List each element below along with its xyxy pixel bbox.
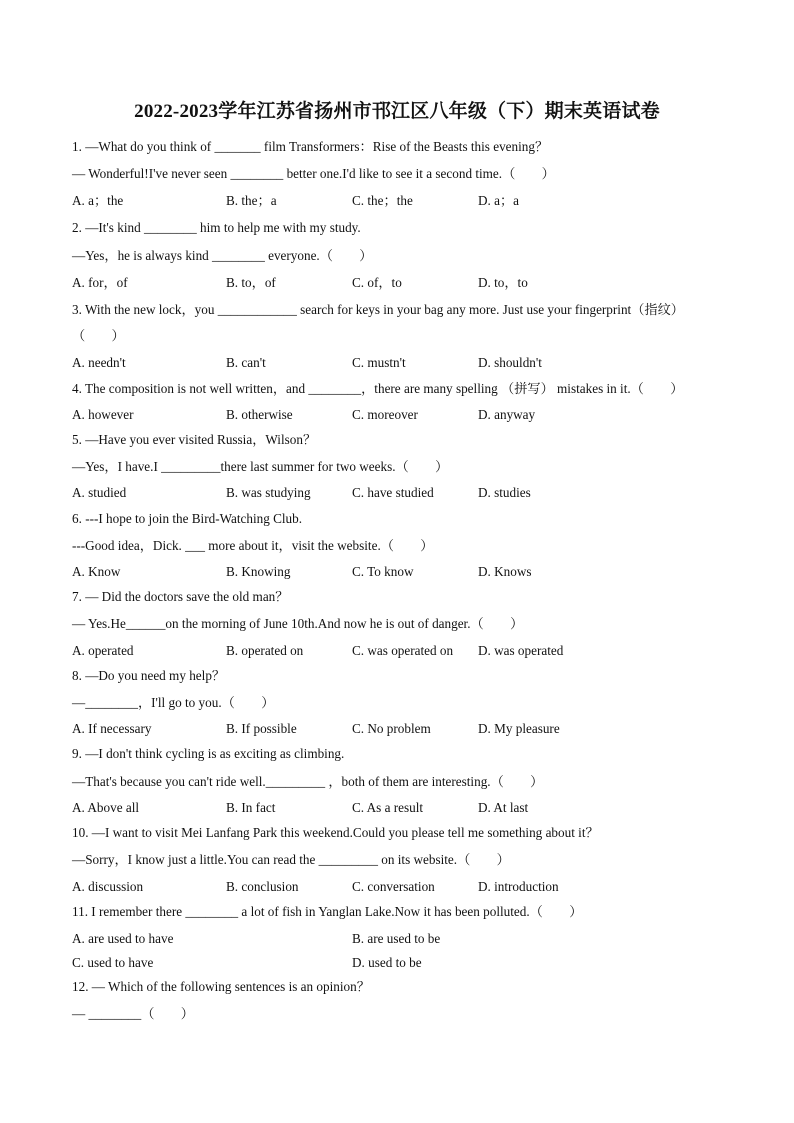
question-8-option-b[interactable]: B. If possible	[226, 721, 297, 736]
question-8-option-c[interactable]: C. No problem	[352, 721, 431, 736]
question-5-stem: 5. —Have you ever visited Russia，Wilson？	[72, 432, 317, 447]
question-9-answer-line: —That's because you can't ride well._________ ，both of them are interesting.（ ）	[72, 774, 544, 789]
question-9-option-c[interactable]: C. As a result	[352, 800, 424, 815]
question-6-option-a[interactable]: A. Know	[72, 564, 121, 579]
question-2-option-c[interactable]: C. of，to	[352, 275, 402, 290]
question-6-answer-line: ---Good idea，Dick. ___ more about it，visit the website.（ ）	[72, 538, 434, 553]
question-6-stem: 6. ---I hope to join the Bird-Watching Club.	[72, 511, 303, 526]
question-10-option-c[interactable]: C. conversation	[352, 879, 435, 894]
question-1-option-c[interactable]: C. the；the	[352, 193, 413, 208]
question-9-option-a[interactable]: A. Above all	[72, 800, 140, 815]
question-3-option-a[interactable]: A. needn't	[72, 355, 126, 370]
question-11-option-a[interactable]: A. are used to have	[72, 931, 174, 946]
question-5-option-d[interactable]: D. studies	[478, 485, 531, 500]
question-7-option-b[interactable]: B. operated on	[226, 643, 304, 658]
question-5-option-c[interactable]: C. have studied	[352, 485, 434, 500]
question-2-option-b[interactable]: B. to，of	[226, 275, 276, 290]
question-7-stem: 7. — Did the doctors save the old man？	[72, 589, 289, 604]
question-1-option-b[interactable]: B. the；a	[226, 193, 277, 208]
question-11-stem: 11. I remember there ________ a lot of fish in Yanglan Lake.Now it has been polluted.（ ）	[72, 904, 583, 919]
question-10-answer-line: —Sorry，I know just a little.You can read the _________ on its website.（ ）	[72, 852, 510, 867]
question-3-bracket: （ ）	[72, 328, 125, 343]
question-9-option-d[interactable]: D. At last	[478, 800, 529, 815]
question-5-option-a[interactable]: A. studied	[72, 485, 127, 500]
question-6-option-d[interactable]: D. Knows	[478, 564, 532, 579]
question-10-option-d[interactable]: D. introduction	[478, 879, 559, 894]
question-2-option-d[interactable]: D. to，to	[478, 275, 528, 290]
question-4-option-d[interactable]: D. anyway	[478, 407, 536, 422]
question-5-option-b[interactable]: B. was studying	[226, 485, 311, 500]
question-3-option-c[interactable]: C. mustn't	[352, 355, 406, 370]
question-6-option-b[interactable]: B. Knowing	[226, 564, 291, 579]
question-6-option-c[interactable]: C. To know	[352, 564, 414, 579]
question-1-answer-line: — Wonderful!I've never seen ________ better one.I'd like to see it a second time.（ ）	[72, 166, 555, 181]
question-4-option-a[interactable]: A. however	[72, 407, 134, 422]
question-7-option-c[interactable]: C. was operated on	[352, 643, 454, 658]
question-7-option-d[interactable]: D. was operated	[478, 643, 564, 658]
question-8-option-a[interactable]: A. If necessary	[72, 721, 152, 736]
question-2-answer-line: —Yes，he is always kind ________ everyone.（ ）	[72, 248, 373, 263]
question-11-option-c[interactable]: C. used to have	[72, 955, 154, 970]
question-2-option-a[interactable]: A. for，of	[72, 275, 128, 290]
question-8-stem: 8. —Do you need my help？	[72, 668, 226, 683]
question-4-option-c[interactable]: C. moreover	[352, 407, 418, 422]
question-8-answer-line: —________，I'll go to you.（ ）	[72, 695, 275, 710]
question-12-answer-line: — ________（ ）	[72, 1006, 194, 1021]
page-title: 2022-2023学年江苏省扬州市邗江区八年级（下）期末英语试卷	[134, 101, 660, 122]
question-3-option-d[interactable]: D. shouldn't	[478, 355, 542, 370]
question-1-option-d[interactable]: D. a；a	[478, 193, 520, 208]
question-4-option-b[interactable]: B. otherwise	[226, 407, 293, 422]
question-10-option-b[interactable]: B. conclusion	[226, 879, 299, 894]
question-10-option-a[interactable]: A. discussion	[72, 879, 144, 894]
question-7-answer-line: — Yes.He______on the morning of June 10th.And now he is out of danger.（ ）	[72, 616, 524, 631]
question-11-option-b[interactable]: B. are used to be	[352, 931, 441, 946]
question-3-option-b[interactable]: B. can't	[226, 355, 266, 370]
question-4-stem: 4. The composition is not well written，and ________，there are many spelling （拼写） mistakes in it.（ ）	[72, 381, 684, 396]
question-8-option-d[interactable]: D. My pleasure	[478, 721, 560, 736]
question-3-stem: 3. With the new lock，you ____________ search for keys in your bag any more. Just use your fingerprint（指纹）	[72, 302, 684, 317]
question-1-stem: 1. —What do you think of _______ film Transformers：Rise of the Beasts this evening？	[72, 139, 549, 154]
question-11-option-d[interactable]: D. used to be	[352, 955, 422, 970]
question-12-stem: 12. — Which of the following sentences is an opinion？	[72, 979, 370, 994]
question-9-option-b[interactable]: B. In fact	[226, 800, 276, 815]
question-10-stem: 10. —I want to visit Mei Lanfang Park this weekend.Could you please tell me something about it？	[72, 825, 599, 840]
question-1-option-a[interactable]: A. a；the	[72, 193, 124, 208]
question-2-stem: 2. —It's kind ________ him to help me with my study.	[72, 220, 361, 235]
question-9-stem: 9. —I don't think cycling is as exciting as climbing.	[72, 746, 345, 761]
question-7-option-a[interactable]: A. operated	[72, 643, 134, 658]
question-5-answer-line: —Yes，I have.I _________there last summer for two weeks.（ ）	[72, 459, 449, 474]
